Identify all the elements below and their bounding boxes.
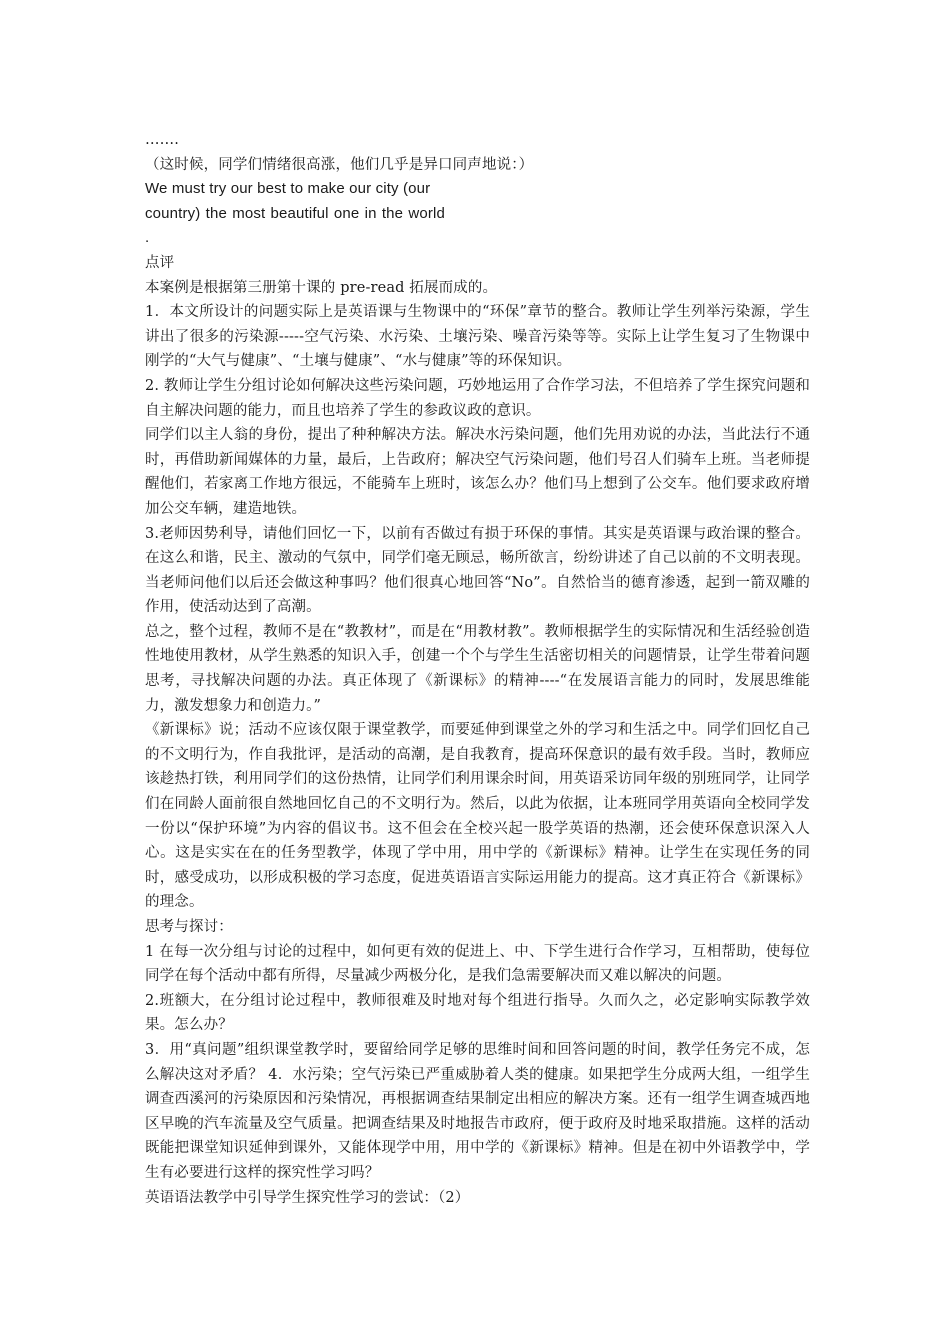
ellipsis-line: ……. (145, 132, 180, 148)
students-say-line: （这时候，同学们情绪很高涨，他们几乎是异口同声地说：） (145, 156, 534, 173)
english-sentence-line-1: We must try our best to make our city (our (145, 180, 431, 198)
question-3: 3．用“真问题”组织课堂教学时，要留给同学足够的思维时间和回答问题的时间，教学任务完不成，怎么解决这对矛盾？ 4．水污染；空气污染已严重威胁着人类的健康。如果把学生分成两大组，一组学生调查西溪河的污染原因和污染情况，再根据调查结果制定出相应的解决方案。还有一组学生调查城西地区早晚的汽车流量及空气质量。把调查结果及时地报告市政府，便于政府及时地采取措施。这样的活动既能把课堂知识延伸到课外，又能体现学中用，用中学的《新课标》精神。但是在初中外语教学中，学生有必要进行这样的探究性学习吗？ (145, 1041, 810, 1181)
curriculum-paragraph: 《新课标》说；活动不应该仅限于课堂教学，而要延伸到课堂之外的学习和生活之中。同学们回忆自己的不文明行为，作自我批评，是活动的高潮，是自我教育，提高环保意识的最有效手段。当时，教师应该趁热打铁，利用同学们的这份热情，让同学们利用课余时间，用英语采访同年级的别班同学，让同学们在同龄人面前很自然地回忆自己的不文明行为。然后，以此为依据，让本班同学用英语向全校同学发一份以“保护环境”为内容的倡议书。这不但会在全校兴起一股学英语的热潮，还会使环保意识深入人心。这是实实在在的任务型教学，体现了学中用，用中学的《新课标》精神。让学生在实现任务的同时，感受成功，以形成积极的学习态度，促进英语语言实际运用能力的提高。这才真正符合《新课标》的理念。 (145, 722, 810, 911)
next-section-title: 英语语法教学中引导学生探究性学习的尝试：（2） (145, 1189, 470, 1206)
review-point-3: 3.老师因势利导，请他们回忆一下，以前有否做过有损于环保的事情。其实是英语课与政治课的整合。在这么和谐，民主、激动的气氛中，同学们毫无顾忌，畅所欲言，纷纷讲述了自己以前的不文明表现。当老师问他们以后还会做这种事吗？他们很真心地回答“No”。自然恰当的德育渗透，起到一箭双雕的作用，使活动达到了高潮。 (145, 525, 810, 616)
case-origin-paragraph: 本案例是根据第三册第十课的 pre-read 拓展而成的。 (145, 279, 498, 296)
document-body (145, 128, 810, 1210)
review-point-2-detail: 同学们以主人翁的身份，提出了种种解决方法。解决水污染问题，他们先用劝说的办法，当此法行不通时，再借助新闻媒体的力量，最后，上告政府；解决空气污染问题，他们号召人们骑车上班。当老师提醒他们，若家离工作地方很远，不能骑车上班时，该怎么办？他们马上想到了公交车。他们要求政府增加公交车辆，建造地铁。 (145, 427, 810, 517)
review-point-1: 1．本文所设计的问题实际上是英语课与生物课中的“环保”章节的整合。教师让学生列举污染源，学生讲出了很多的污染源-----空气污染、水污染、土壤污染、噪音污染等等。实际上让学生复习了生物课中刚学的“大气与健康”、“土壤与健康”、“水与健康”等的环保知识。 (145, 304, 810, 370)
question-1: 1 在每一次分组与讨论的过程中，如何更有效的促进上、中、下学生进行合作学习，互相帮助，使每位同学在每个活动中都有所得，尽量减少两极分化，是我们急需要解决而又难以解决的问题。 (145, 943, 810, 985)
review-point-2: 2. 教师让学生分组讨论如何解决这些污染问题，巧妙地运用了合作学习法，不但培养了学生探究问题和自主解决问题的能力，而且也培养了学生的参政议政的意识。 (145, 377, 810, 419)
english-sentence-line-2: country) the most beautiful one in the world . (145, 204, 445, 247)
question-2: 2.班额大，在分组讨论过程中，教师很难及时地对每个组进行指导。久而久之，必定影响实际教学效果。怎么办？ (145, 992, 810, 1034)
review-heading: 点评 (145, 254, 175, 271)
reflection-heading: 思考与探讨： (145, 919, 233, 935)
summary-paragraph: 总之，整个过程，教师不是在“教教材”，而是在“用教材教”。教师根据学生的实际情况和生活经验创造性地使用教材，从学生熟悉的知识入手，创建一个个与学生生活密切相关的问题情景，让学生带着问题思考，寻找解决问题的办法。真正体现了《新课标》的精神----“在发展语言能力的同时，发展思维能力，激发想象力和创造力。” (145, 623, 810, 714)
